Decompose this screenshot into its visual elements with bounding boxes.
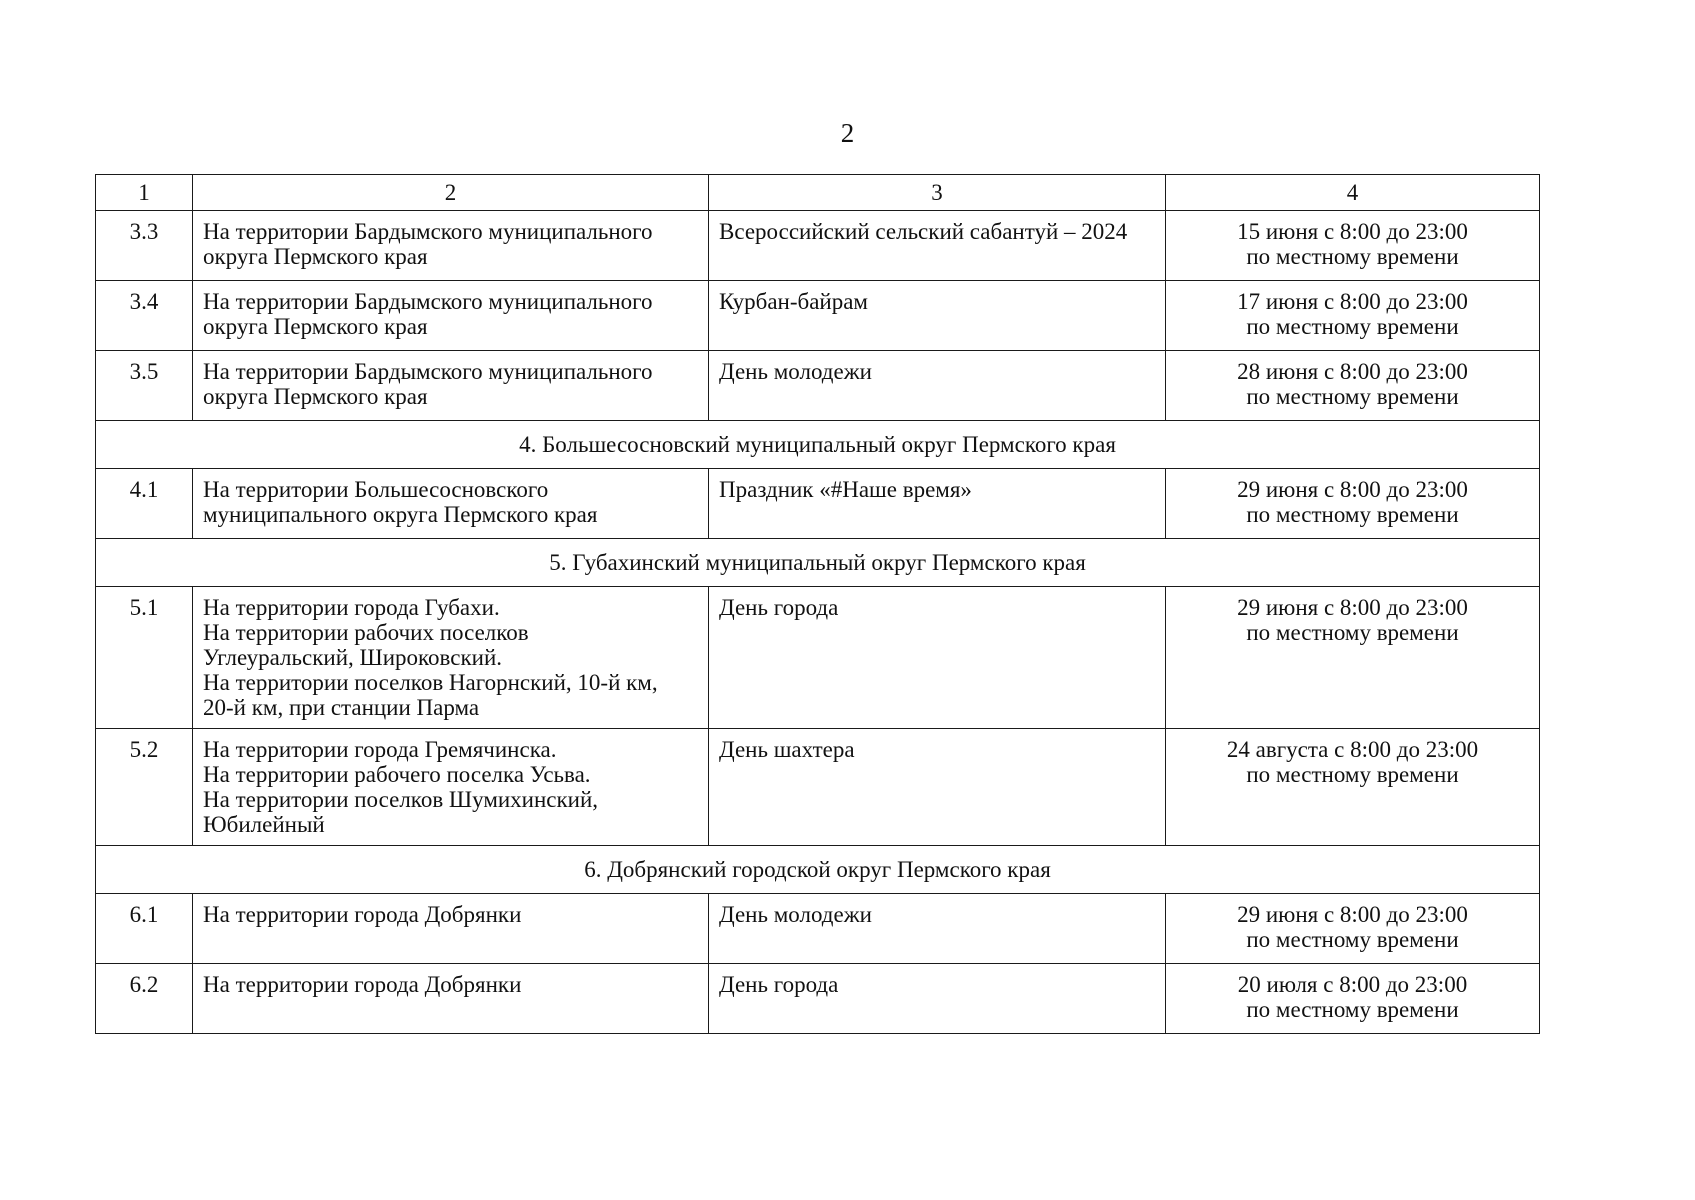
time-line: по местному времени [1246, 620, 1459, 645]
table-row [96, 211, 1540, 281]
territory-line: На территории Бардымского муниципального [203, 359, 653, 384]
territory-cell [193, 211, 709, 281]
event-line: День молодежи [719, 359, 872, 384]
event-line: День молодежи [719, 902, 872, 927]
time-line: по местному времени [1246, 384, 1459, 409]
item-number: 6.2 [96, 964, 193, 1034]
time-line: по местному времени [1246, 997, 1459, 1022]
time-line: 24 августа с 8:00 до 23:00 [1226, 737, 1479, 762]
event-line: День шахтера [719, 737, 855, 762]
territory-line: На территории Бардымского муниципального [203, 219, 653, 244]
time-cell [1166, 964, 1540, 1034]
time-line: 20 июля с 8:00 до 23:00 [1237, 972, 1468, 997]
time-cell [1166, 587, 1540, 729]
section-title: 4. Большесосновский муниципальный округ Пермского края [96, 421, 1540, 469]
territory-line: На территории города Добрянки [203, 902, 522, 927]
territory-cell [193, 587, 709, 729]
section-row [96, 421, 1540, 469]
territory-cell [193, 964, 709, 1034]
territory-cell [193, 351, 709, 421]
time-cell [1166, 894, 1540, 964]
territory-line: На территории города Губахи. [203, 595, 500, 620]
territory-line: На территории города Добрянки [203, 972, 522, 997]
time-line: 28 июня с 8:00 до 23:00 [1237, 359, 1468, 384]
territory-cell [193, 894, 709, 964]
territory-line: На территории города Гремячинска. [203, 737, 557, 762]
event-line: День города [719, 972, 839, 997]
time-line: 17 июня с 8:00 до 23:00 [1237, 289, 1468, 314]
territory-line: округа Пермского края [203, 244, 428, 269]
territory-cell [193, 281, 709, 351]
event-cell [709, 351, 1166, 421]
territory-line: На территории поселков Шумихинский, [203, 787, 599, 812]
event-line: Всероссийский сельский сабантуй – 2024 [719, 219, 1128, 244]
territory-line: На территории Бардымского муниципального [203, 289, 653, 314]
item-number: 4.1 [96, 469, 193, 539]
time-line: 29 июня с 8:00 до 23:00 [1237, 477, 1468, 502]
time-cell [1166, 469, 1540, 539]
time-cell [1166, 211, 1540, 281]
time-line: по местному времени [1246, 502, 1459, 527]
event-cell [709, 729, 1166, 846]
territory-line: На территории Большесосновского [203, 477, 549, 502]
item-number: 5.2 [96, 729, 193, 846]
territory-line: муниципального округа Пермского края [203, 502, 598, 527]
territory-line: На территории поселков Нагорнский, 10-й км, [203, 670, 658, 695]
table-row [96, 281, 1540, 351]
time-line: по местному времени [1246, 244, 1459, 269]
territory-cell [193, 469, 709, 539]
time-line: 15 июня с 8:00 до 23:00 [1237, 219, 1468, 244]
item-number: 6.1 [96, 894, 193, 964]
section-row [96, 846, 1540, 894]
event-cell [709, 281, 1166, 351]
page-number: 2 [840, 118, 855, 148]
table-row [96, 351, 1540, 421]
territory-line: Юбилейный [203, 812, 325, 837]
territory-line: округа Пермского края [203, 314, 428, 339]
table-row [96, 894, 1540, 964]
event-cell [709, 587, 1166, 729]
time-line: по местному времени [1246, 314, 1459, 339]
table-row [96, 964, 1540, 1034]
time-line: 29 июня с 8:00 до 23:00 [1237, 902, 1468, 927]
table-row [96, 469, 1540, 539]
event-cell [709, 469, 1166, 539]
column-number-1: 1 [96, 175, 193, 211]
time-cell [1166, 351, 1540, 421]
territory-line: 20-й км, при станции Парма [203, 695, 480, 720]
time-line: по местному времени [1246, 927, 1459, 952]
column-number-2: 2 [193, 175, 709, 211]
event-line: Курбан-байрам [719, 289, 868, 314]
territory-line: На территории рабочего поселка Усьва. [203, 762, 591, 787]
table-body [96, 175, 1540, 1034]
territory-cell [193, 729, 709, 846]
event-cell [709, 894, 1166, 964]
item-number: 3.4 [96, 281, 193, 351]
event-line: День города [719, 595, 839, 620]
item-number: 3.5 [96, 351, 193, 421]
time-line: по местному времени [1246, 762, 1459, 787]
section-row [96, 539, 1540, 587]
section-title: 5. Губахинский муниципальный округ Пермского края [96, 539, 1540, 587]
territory-line: Углеуральский, Широковский. [203, 645, 503, 670]
table-row [96, 729, 1540, 846]
territory-line: На территории рабочих поселков [203, 620, 529, 645]
time-line: 29 июня с 8:00 до 23:00 [1237, 595, 1468, 620]
events-table [95, 174, 1540, 1034]
column-number-row [96, 175, 1540, 211]
time-cell [1166, 729, 1540, 846]
event-cell [709, 964, 1166, 1034]
territory-line: округа Пермского края [203, 384, 428, 409]
column-number-3: 3 [709, 175, 1166, 211]
item-number: 5.1 [96, 587, 193, 729]
event-line: Праздник «#Наше время» [719, 477, 972, 502]
time-cell [1166, 281, 1540, 351]
event-cell [709, 211, 1166, 281]
table-row [96, 587, 1540, 729]
section-title: 6. Добрянский городской округ Пермского края [96, 846, 1540, 894]
item-number: 3.3 [96, 211, 193, 281]
column-number-4: 4 [1166, 175, 1540, 211]
